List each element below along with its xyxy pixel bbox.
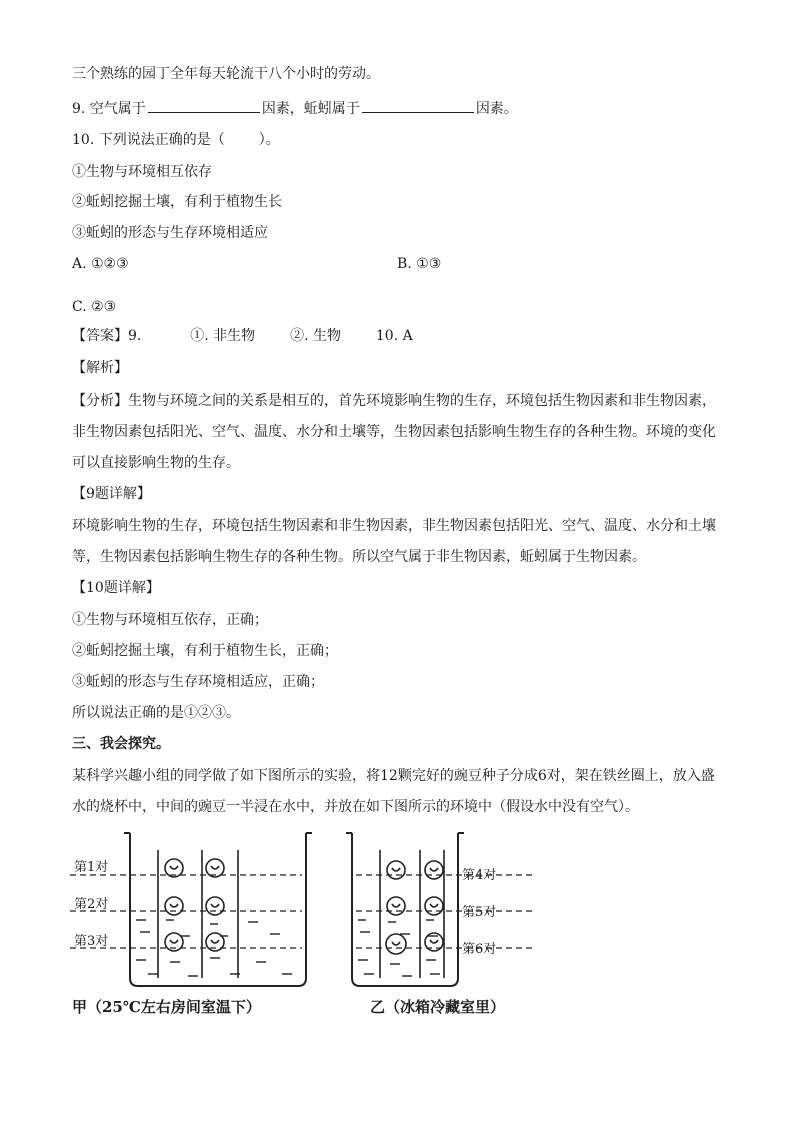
fenxi-line-2 <box>72 422 716 442</box>
answer-blank-1: ①. 非生物 <box>190 328 256 344</box>
q9-mid: 因素，蚯蚓属于 <box>261 101 360 117</box>
question-9 <box>72 98 518 119</box>
answer-q9: 9. <box>128 328 142 344</box>
detail-2 <box>72 641 338 661</box>
paragraph-text: ②蚯蚓挖掘土壤，有利于植物生长，正确； <box>72 643 338 659</box>
statement-text: ①生物与环境相互依存 <box>72 164 212 180</box>
text-content: 三个熟练的园丁全年每天轮流干八个小时的劳动。 <box>72 66 380 82</box>
q9-prefix: 9. 空气属于 <box>72 101 146 117</box>
detail-4 <box>72 703 240 723</box>
answer-line <box>72 326 413 346</box>
answer-blank-2: ②. 生物 <box>290 328 341 344</box>
text-line-1 <box>72 64 380 84</box>
paragraph-text: 水的烧杯中，中间的豌豆一半浸在水中，并放在如下图所示的环境中（假设水中没有空气）。 <box>72 799 639 815</box>
q9-blank-2[interactable] <box>362 98 474 113</box>
answer-tag: 【答案】 <box>72 328 128 344</box>
experiment-line-2 <box>72 797 639 817</box>
option-b-text: B. ①③ <box>397 256 442 272</box>
left-figure-caption: 甲（25℃左右房间室温下） <box>72 998 261 1016</box>
q10-stem-text: 10. 下列说法正确的是（ <box>72 132 225 148</box>
analysis-tag <box>72 358 128 378</box>
q9-detail-tag <box>72 484 151 504</box>
fenxi-line-1 <box>72 391 716 411</box>
beaker-right-figure <box>340 828 540 998</box>
section-tag-text: 【9题详解】 <box>72 486 151 502</box>
detail-3 <box>72 672 324 692</box>
seeds-right <box>386 861 443 954</box>
q9-detail-line-1 <box>72 516 716 536</box>
q9-detail-line-2 <box>72 547 646 567</box>
question-10-stem <box>72 130 280 150</box>
paragraph-text: 某科学兴趣小组的同学做了如下图所示的实验，将12颗完好的豌豆种子分成6对，架在铁丝圈上，放入盛 <box>72 768 715 784</box>
paragraph-text: 环境影响生物的生存，环境包括生物因素和非生物因素，非生物因素包括阳光、空气、温度、水分和土壤 <box>72 518 716 534</box>
pair-label-2: 第2对 <box>74 897 109 912</box>
statement-text: ②蚯蚓挖掘土壤，有利于植物生长 <box>72 194 282 210</box>
pair-label-5: 第5对 <box>462 905 497 920</box>
q9-blank-1[interactable] <box>148 98 260 113</box>
q9-suffix: 因素。 <box>475 101 518 117</box>
option-a <box>72 254 129 274</box>
seeds-left <box>165 859 224 951</box>
q10-detail-tag <box>72 578 160 598</box>
beaker-left-figure <box>70 828 320 998</box>
paragraph-text: 所以说法正确的是①②③。 <box>72 705 240 721</box>
experiment-line-1 <box>72 766 715 786</box>
q10-stem-end: ）。 <box>258 132 280 148</box>
pair-label-3: 第3对 <box>74 934 109 949</box>
section-tag-text: 【10题详解】 <box>72 580 160 596</box>
statement-1 <box>72 162 212 182</box>
paragraph-text: ①生物与环境相互依存，正确； <box>72 612 268 628</box>
pair-label-6: 第6对 <box>462 942 497 957</box>
detail-1 <box>72 610 268 630</box>
pair-label-1: 第1对 <box>74 860 109 875</box>
analysis-tag-text: 【解析】 <box>72 360 128 376</box>
paragraph-text: 非生物因素包括阳光、空气、温度、水分和土壤等，生物因素包括影响生物生存的各种生物。环境的变化 <box>72 424 716 440</box>
paragraph-text: ③蚯蚓的形态与生存环境相适应，正确； <box>72 674 324 690</box>
option-c-text: C. ②③ <box>72 299 117 315</box>
paragraph-text: 【分析】生物与环境之间的关系是相互的，首先环境影响生物的生存，环境包括生物因素和非生物因素， <box>72 393 716 409</box>
pair-label-4: 第4对 <box>462 868 497 883</box>
paragraph-text: 可以直接影响生物的生存。 <box>72 455 240 471</box>
section-3-heading <box>72 734 170 754</box>
statement-text: ③蚯蚓的形态与生存环境相适应 <box>72 225 268 241</box>
statement-2 <box>72 192 282 212</box>
answer-q10: 10. A <box>375 328 413 344</box>
statement-3 <box>72 223 268 243</box>
option-a-text: A. ①②③ <box>72 256 129 272</box>
option-c <box>72 297 116 317</box>
option-b <box>397 254 441 274</box>
right-figure-caption: 乙（冰箱冷藏室里） <box>370 998 506 1016</box>
fenxi-line-3 <box>72 453 240 473</box>
beaker-left-outline <box>130 833 306 986</box>
paragraph-text: 等，生物因素包括影响生物生存的各种生物。所以空气属于非生物因素，蚯蚓属于生物因素。 <box>72 549 646 565</box>
heading-text: 三、我会探究。 <box>72 736 170 752</box>
